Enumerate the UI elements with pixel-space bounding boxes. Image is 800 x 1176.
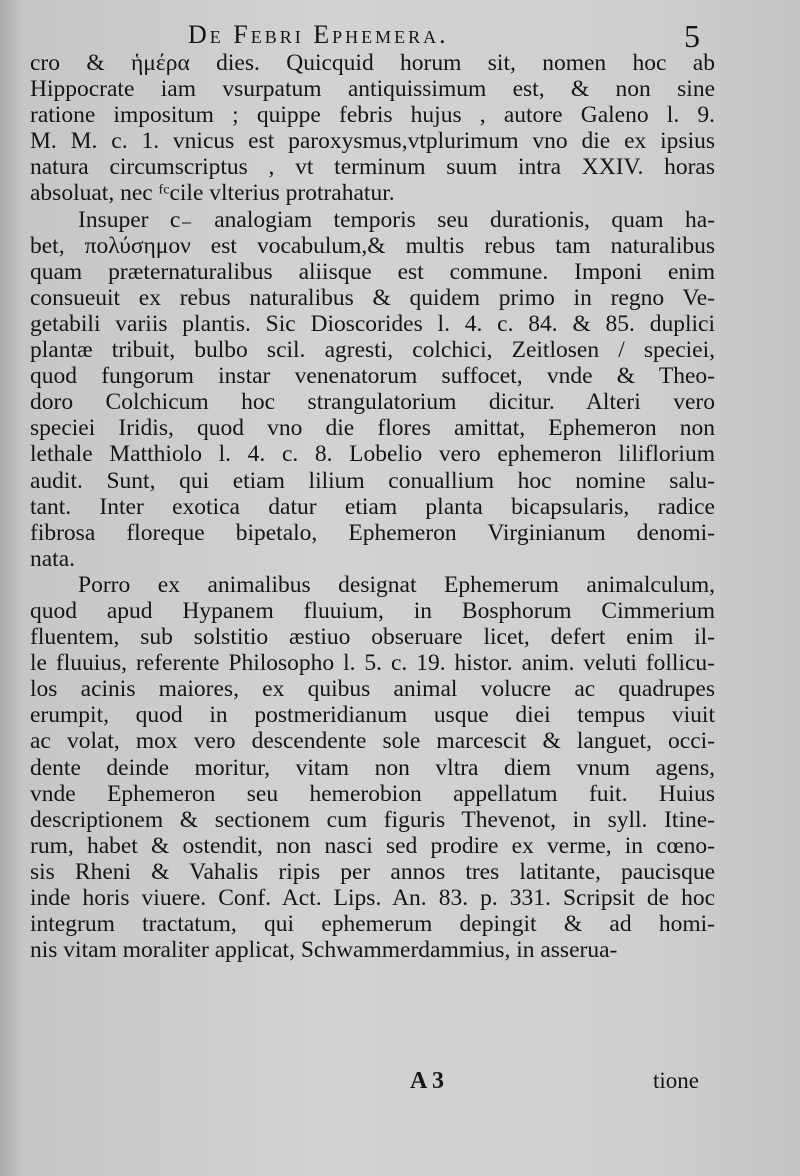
text-line: M. M. c. 1. vnicus est paroxysmus,vtplurimum vno die ex ipsius [30,128,715,155]
text-line: getabili variis plantis. Sic Dioscorides l. 4. c. 84. & 85. duplici [30,310,715,337]
text-line: Porro ex animalibus designat Ephemerum animalculum, [78,571,715,598]
paragraph [30,572,715,963]
text-line: nis vitam moraliter applicat, Schwammerdammius, in asserua- [30,937,618,964]
text-line: fibrosa floreque bipetalo, Ephemeron Virginianum denomi- [30,519,715,546]
text-line: plantæ tribuit, bulbo scil. agresti, colchici, Zeitlosen / speciei, [30,337,715,364]
text-line: erumpit, quod in postmeridianum usque diei tempus viuit [30,702,715,729]
page-number: 5 [684,18,700,54]
text-line: Insuper c₋ analogiam temporis seu durationis, quam ha- [78,206,715,233]
text-line: integrum tractatum, qui ephemerum depingit & ad homi- [30,911,715,938]
text-line: dente deinde moritur, vitam non vltra diem vnum agens, [30,754,715,781]
signature-mark: A 3 [410,1068,445,1094]
paragraph [30,207,715,572]
text-line: consueuit ex rebus naturalibus & quidem primo in regno Ve- [30,284,715,311]
text-line: absoluat, nec ᶠᶜcile vlterius protrahatur. [30,180,395,207]
text-line: vnde Ephemeron seu hemerobion appellatum fuit. Huius [30,780,715,807]
text-line: nata. [30,545,76,572]
text-line: le fluuius, referente Philosopho l. 5. c. 19. histor. anim. veluti follicu- [30,650,715,677]
text-line: audit. Sunt, qui etiam lilium conuallium hoc nomine salu- [30,467,715,494]
text-line: natura circumscriptus , vt terminum suum intra XXIV. horas [30,154,715,181]
text-line: quod apud Hypanem fluuium, in Bosphorum Cimmerium [30,597,715,624]
text-line: tant. Inter exotica datur etiam planta bicapsularis, radice [30,493,715,520]
text-line: fluentem, sub solstitio æstiuo obseruare licet, defert enim il- [30,624,715,651]
text-line: bet, πολύσημον est vocabulum,& multis rebus tam naturalibus [30,232,715,259]
text-line: inde horis viuere. Conf. Act. Lips. An. 83. p. 331. Scripsit de hoc [30,885,715,911]
text-line: los acinis maiores, ex quibus animal volucre ac quadrupes [30,676,715,703]
page-header [0,18,800,54]
text-line: descriptionem & sectionem cum figuris Thevenot, in syll. Itine- [30,806,715,833]
text-line: speciei Iridis, quod vno die flores amittat, Ephemeron non [30,415,715,442]
paragraph [30,50,715,207]
text-line: Hippocrate iam vsurpatum antiquissimum est, & non sine [30,76,715,103]
page-body [30,50,715,963]
catchword: tione [653,1068,699,1093]
text-line: doro Colchicum hoc strangulatorium dicitur. Alteri vero [30,389,715,416]
text-line: sis Rheni & Vahalis ripis per annos tres latitante, paucisque [30,858,715,885]
running-title: De Febri Ephemera. [188,20,449,49]
text-line: ac volat, mox vero descendente sole marcescit & languet, occi- [30,728,715,755]
text-line: rum, habet & ostendit, non nasci sed prodire ex verme, in cœno- [30,832,715,859]
text-line: cro & ἡμέρα dies. Quicquid horum sit, nomen hoc ab [30,50,715,76]
text-line: ratione impositum ; quippe febris hujus , autore Galeno l. 9. [30,102,715,129]
text-line: quod fungorum instar venenatorum suffocet, vnde & Theo- [30,363,715,390]
page-footer [0,1068,800,1102]
text-line: lethale Matthiolo l. 4. c. 8. Lobelio vero ephemeron liliflorium [30,441,715,468]
text-line: quam præternaturalibus aliisque est commune. Imponi enim [30,258,715,285]
